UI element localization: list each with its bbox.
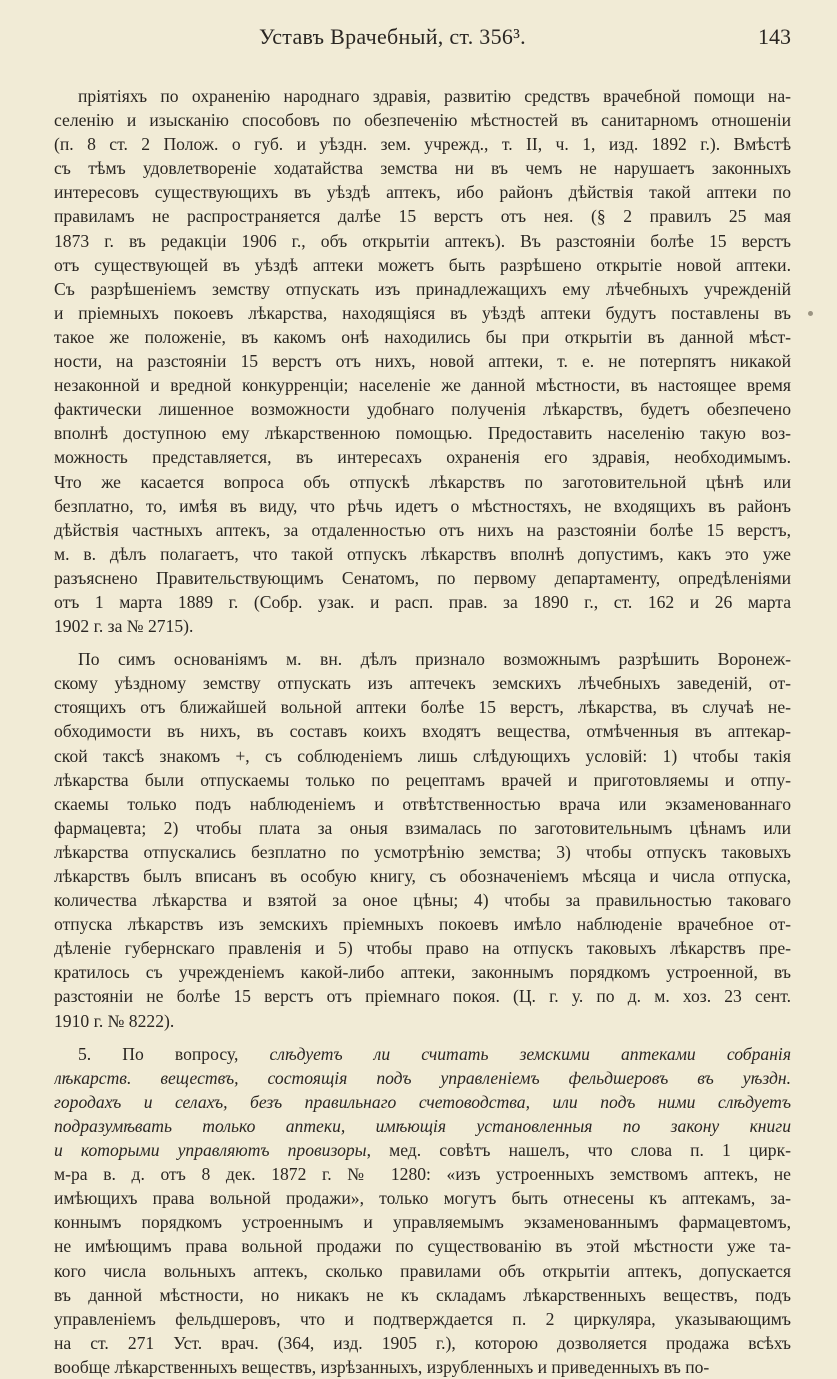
text-line: По симъ основаніямъ м. вн. дѣлъ признало возможнымъ разрѣшить Воронеж- [78,649,791,670]
text-line: обходимости въ нихъ, въ составъ коихъ входятъ вещества, отмѣченныя въ аптекар- [54,721,791,742]
text-line: разъяснено Правительствующимъ Сенатомъ, по первому департаменту, опредѣленіями [54,567,791,588]
text-line: лѣкарства отпускались безплатно по усмотрѣнію земства; 3) чтобы отпускъ таковыхъ [54,841,791,862]
text-line: скаемы только подъ наблюденіемъ и отвѣтственностью врача или экзаменованнаго [54,793,791,814]
text-line: коннымъ порядкомъ устроеннымъ и управляемымъ экзаменованнымъ фармацевтомъ, [54,1212,791,1233]
text-line: городахъ и селахъ, безъ правильнаго счетоводства, или подъ ними слѣдуетъ [54,1091,791,1112]
text-line: лѣкарств. веществъ, состоящія подъ управленіемъ фельдшеровъ въ уѣздн. [54,1067,791,1088]
text-line: управленіемъ фельдшеровъ, что и подтверждается п. 2 циркуляра, указывающимъ [54,1308,791,1329]
text-line: скому уѣздному земству отпускать изъ аптечекъ земскихъ лѣчебныхъ заведеній, от- [54,673,791,694]
page-body [54,84,791,1379]
text-line: ности, на разстояніи 15 верстъ отъ нихъ, новой аптеки, т. е. не потерпятъ никакой [54,351,791,372]
text-line: въ данной мѣстности, но никакъ не къ складамъ лѣкарственныхъ веществъ, подъ [54,1284,791,1305]
text-line: правиламъ не распространяется далѣе 15 верстъ отъ нея. (§ 2 правилъ 25 мая [54,206,791,227]
text-line: безплатно, то, имѣя въ виду, что рѣчь идетъ о мѣстностяхъ, не входящихъ въ районъ [54,495,791,516]
text-line: дѣленіе губернскаго правленія и 5) чтобы право на отпускъ таковыхъ лѣкарствъ пре- [54,938,791,959]
text-line: такое же положеніе, въ какомъ онѣ находились бы при открытіи въ данной мѣст- [54,326,791,347]
text-line: м-ра в. д. отъ 8 дек. 1872 г. № 1280: «изъ устроенныхъ земствомъ аптекъ, не [54,1164,791,1185]
text-line: незаконной и вредной конкурренціи; населеніе же данной мѣстности, въ настоящее время [54,375,791,396]
margin-mark [808,311,813,316]
text-line: кратилось съ учрежденіемъ какой-либо аптеки, законнымъ порядкомъ устроенной, въ [54,962,791,983]
text-line: не имѣющимъ права вольной продажи по существованію въ этой мѣстности уже та- [54,1236,791,1257]
text-line: и которыми управляютъ провизоры, мед. совѣтъ нашелъ, что слова п. 1 цирк- [54,1140,791,1161]
paragraph-2 [54,647,791,1033]
text-line: и пріемныхъ покоевъ лѣкарства, находящіяся въ уѣздѣ аптеки будутъ поставлены въ [54,302,791,323]
text-line: разстояніи не болѣе 15 верстъ отъ пріемнаго покоя. (Ц. г. у. по д. м. хоз. 23 сент. [54,986,791,1007]
text-line: имѣющихъ права вольной продажи», только могутъ быть отнесены къ аптекамъ, за- [54,1188,791,1209]
page-number: 143 [758,24,791,49]
text-line: отъ существующей въ уѣздѣ аптеки можетъ быть разрѣшено открытіе новой аптеки. [54,254,791,275]
text-line: отпуска лѣкарствъ изъ земскихъ пріемныхъ покоевъ имѣло наблюденіе врачебное от- [54,914,791,935]
text-line: количества лѣкарства и взятой за оное цѣны; 4) чтобы за правильностью таковаго [54,890,791,911]
text-line: интересовъ существующихъ въ уѣздѣ аптекъ, ибо районъ дѣйствія такой аптеки по [54,182,791,203]
text-line: вообще лѣкарственныхъ веществъ, изрѣзанныхъ, изрубленныхъ и приведенныхъ въ по- [54,1356,710,1377]
text-line: отъ 1 марта 1889 г. (Собр. узак. и расп. прав. за 1890 г., ст. 162 и 26 марта [54,591,791,612]
text-line: 1910 г. № 8222). [54,1010,175,1031]
text-line: пріятіяхъ по охраненію народнаго здравія, развитію средствъ врачебной помощи на- [78,86,791,106]
text-line: подразумѣвать только аптеки, имѣющія установленныя по закону книги [54,1115,791,1136]
text-line: съ тѣмъ удовлетвореніе ходатайства земства ни въ чемъ не нарушаетъ законныхъ [54,158,791,179]
text-line: Съ разрѣшеніемъ земству отпускать изъ принадлежащихъ ему лѣчебныхъ учрежденій [54,278,791,299]
paragraph-3 [54,1042,791,1379]
text-line: (п. 8 ст. 2 Полож. о губ. и уѣздн. зем. учрежд., т. II, ч. 1, изд. 1892 г.). Вмѣстѣ [54,134,791,155]
running-title: Уставъ Врачебный, ст. 356³. [259,24,526,49]
text-line: ской таксѣ знакомъ +, съ соблюденіемъ лишь слѣдующихъ условій: 1) чтобы такія [54,745,791,766]
text-line: фармацевта; 2) чтобы плата за оныя взималась по заготовительнымъ цѣнамъ или [54,817,791,838]
paragraph-1 [54,84,791,638]
text-line: м. в. дѣлъ полагаетъ, что такой отпускъ лѣкарствъ вполнѣ допустимъ, какъ это уже [54,543,791,564]
page-header [54,24,791,60]
text-line: 1873 г. въ редакціи 1906 г., объ открытіи аптекъ). Въ разстояніи болѣе 15 верстъ [54,230,791,251]
text-line: 1902 г. за № 2715). [54,616,194,637]
text-line: лѣкарствъ былъ вписанъ въ особую книгу, съ обозначеніемъ мѣсяца и числа отпуска, [54,866,791,886]
text-line: стоящихъ отъ ближайшей вольной аптеки болѣе 15 верстъ, лѣкарства, въ случаѣ не- [54,697,791,718]
text-line: кого числа вольныхъ аптекъ, сколько правилами объ открытіи аптекъ, допускается [54,1260,791,1281]
text-line: 5. По вопросу, слѣдуетъ ли считать земскими аптеками собранія [78,1043,791,1064]
text-line: Что же касается вопроса объ отпускѣ лѣкарствъ по заготовительной цѣнѣ или [54,471,791,492]
text-line: можность представляется, въ интересахъ охраненія его здравія, необходимымъ. [54,447,791,468]
text-line: дѣйствія частныхъ аптекъ, за отдаленностью отъ нихъ на разстояніи болѣе 15 верстъ, [54,519,791,540]
text-line: на ст. 271 Уст. врач. (364, изд. 1905 г.), которою дозволяется продажа всѣхъ [54,1332,791,1353]
text-line: вполнѣ доступною ему лѣкарственною помощью. Предоставить населенію такую воз- [54,423,791,444]
text-line: лѣкарства были отпускаемы только по рецептамъ врачей и приготовляемы и отпу- [54,769,791,790]
text-line: селенію и изысканію способовъ по обезпеченію мѣстностей въ санитарномъ отношеніи [54,110,791,131]
text-line: фактически лишенное возможности удобнаго полученія лѣкарствъ, будетъ обезпечено [54,399,791,420]
